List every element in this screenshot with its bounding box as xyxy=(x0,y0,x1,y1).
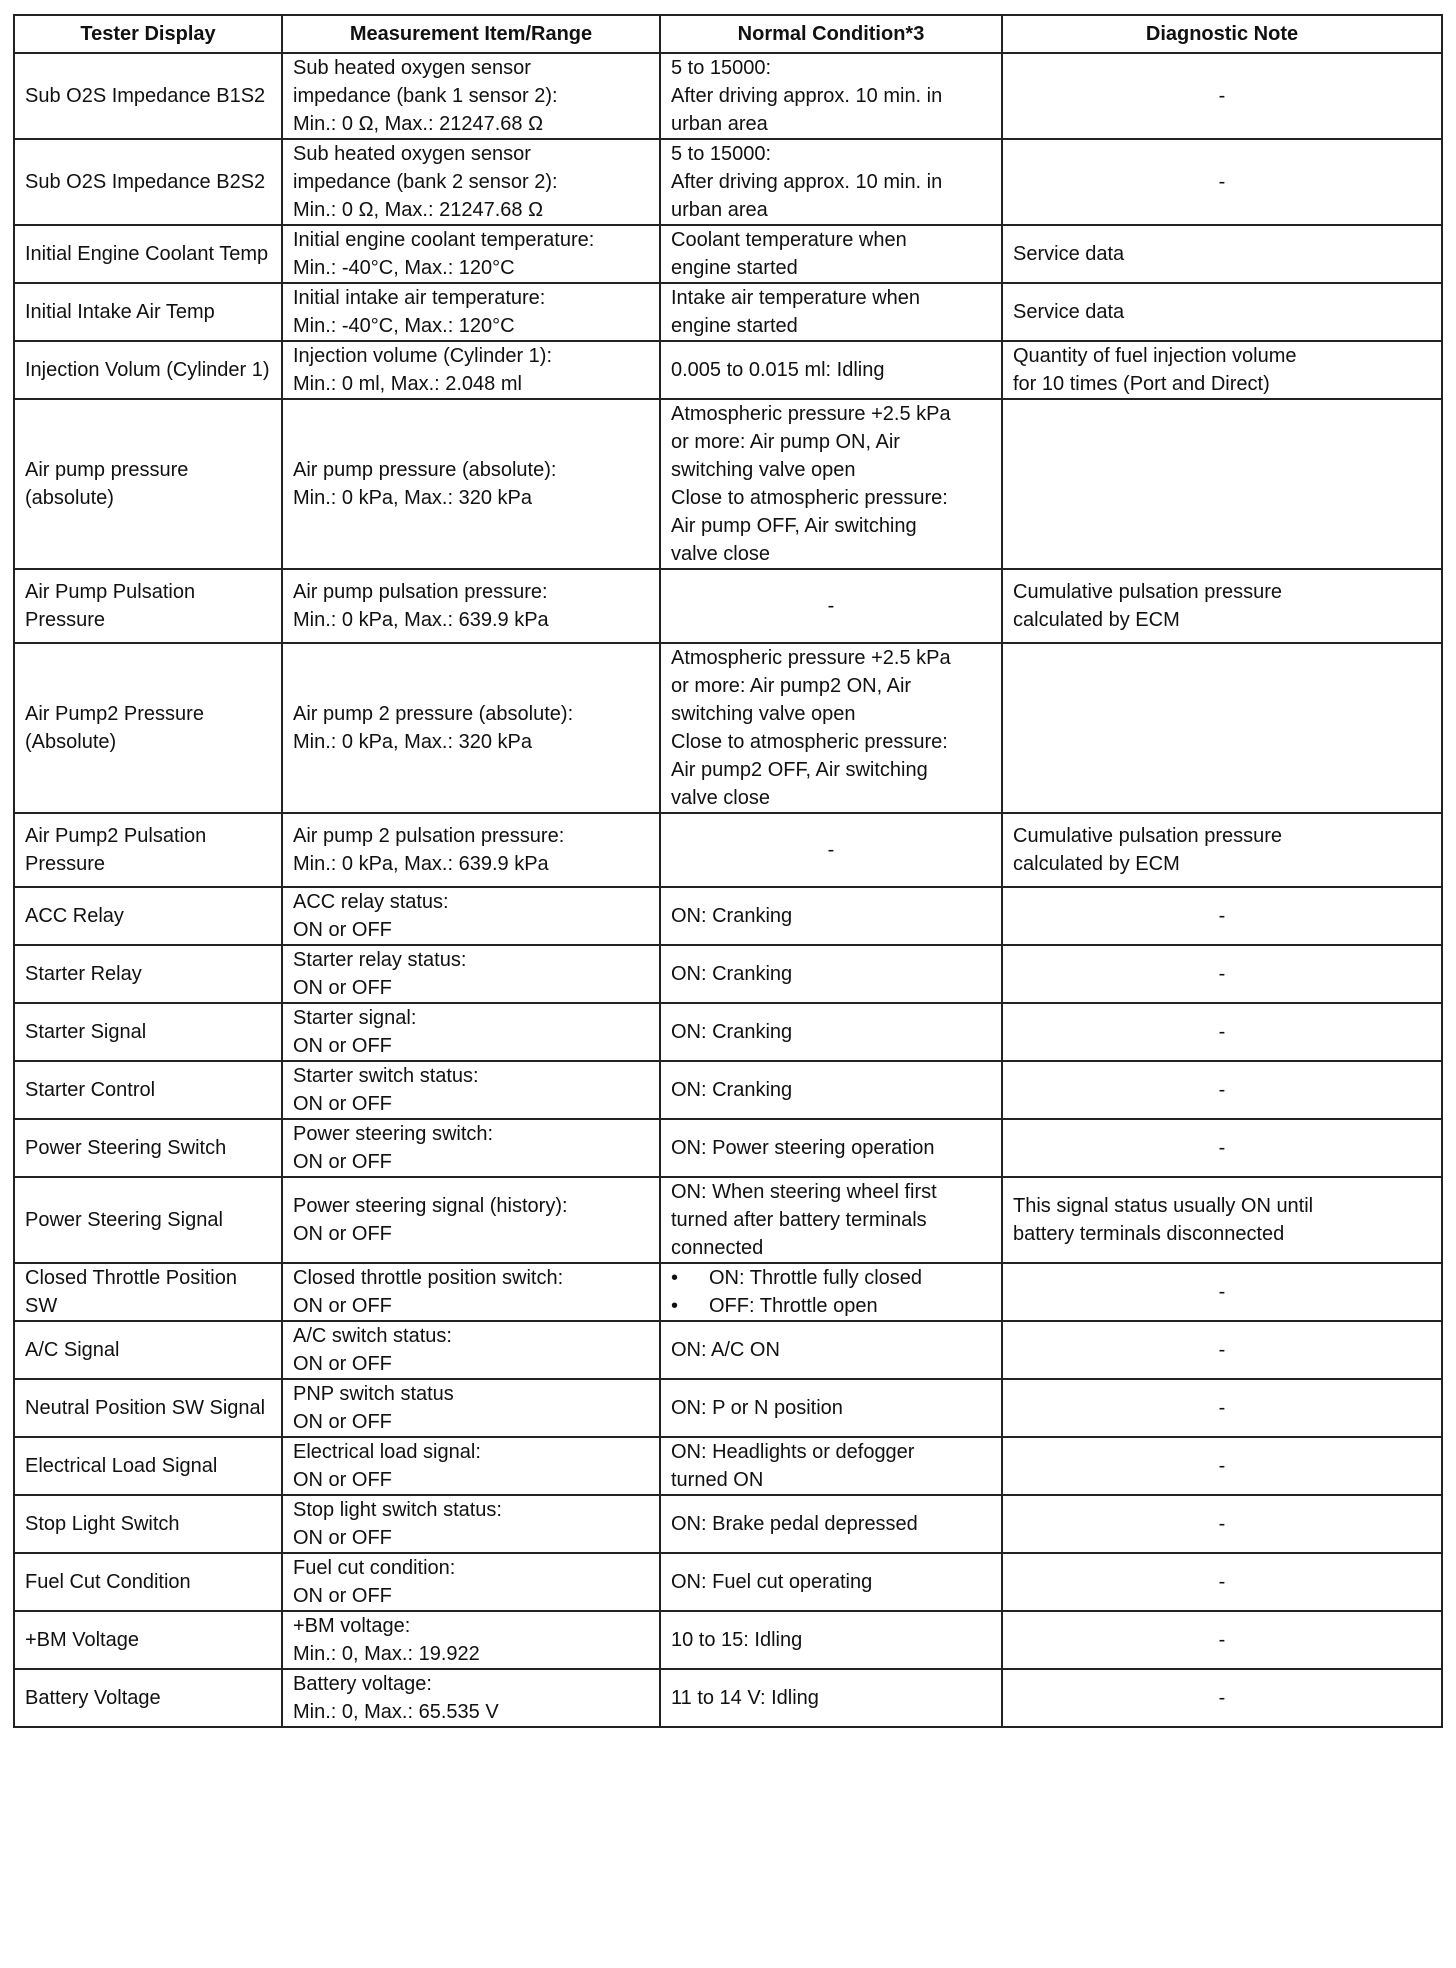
cell-line: ON or OFF xyxy=(293,1223,392,1245)
cell-line: Close to atmospheric pressure: xyxy=(671,731,948,753)
cell-line: turned after battery terminals xyxy=(671,1209,927,1231)
cell-line: ON: Cranking xyxy=(671,1079,793,1101)
header-diagnostic-note: Diagnostic Note xyxy=(1002,15,1442,53)
cell-line: ON or OFF xyxy=(293,1469,392,1491)
cell-line: engine started xyxy=(671,315,798,337)
cell-line: Min.: 0 kPa, Max.: 639.9 kPa xyxy=(293,853,549,875)
cell-line: Quantity of fuel injection volume xyxy=(1013,345,1297,367)
cell-line: Service data xyxy=(1013,243,1125,265)
cell-normal-condition xyxy=(660,341,1002,399)
cell-line: Air pump OFF, Air switching xyxy=(671,515,917,537)
cell-line: ON: Cranking xyxy=(671,1021,793,1043)
cell-line: ON or OFF xyxy=(293,1151,392,1173)
cell-normal-condition xyxy=(660,569,1002,643)
cell-measurement-item xyxy=(282,1437,660,1495)
cell-measurement-item xyxy=(282,1611,660,1669)
cell-line: - xyxy=(1218,1079,1226,1101)
cell-line: valve close xyxy=(671,787,770,809)
cell-normal-condition xyxy=(660,399,1002,569)
cell-line: ON or OFF xyxy=(293,1527,392,1549)
cell-line: connected xyxy=(671,1237,764,1259)
cell-line: ON: A/C ON xyxy=(671,1339,780,1361)
cell-diagnostic-note xyxy=(1002,1321,1442,1379)
table-row xyxy=(14,813,1442,887)
cell-line: ON: Power steering operation xyxy=(671,1137,935,1159)
cell-line: +BM voltage: xyxy=(293,1615,411,1637)
cell-measurement-item xyxy=(282,1061,660,1119)
cell-line: Min.: 0, Max.: 19.922 xyxy=(293,1643,480,1665)
cell-line: ON: Brake pedal depressed xyxy=(671,1513,918,1535)
cell-diagnostic-note xyxy=(1002,1003,1442,1061)
cell-normal-condition xyxy=(660,1669,1002,1727)
cell-line: 5 to 15000: xyxy=(671,143,772,165)
bullet-icon: • xyxy=(671,1295,679,1317)
cell-normal-condition xyxy=(660,1611,1002,1669)
cell-tester-display: Stop Light Switch xyxy=(14,1495,282,1553)
cell-diagnostic-note xyxy=(1002,1263,1442,1321)
cell-measurement-item xyxy=(282,1003,660,1061)
cell-line: valve close xyxy=(671,543,770,565)
cell-line: Stop light switch status: xyxy=(293,1499,502,1521)
cell-normal-condition xyxy=(660,813,1002,887)
cell-line: - xyxy=(1218,1281,1226,1303)
cell-line: Min.: -40°C, Max.: 120°C xyxy=(293,315,515,337)
cell-line: ON: Headlights or defogger xyxy=(671,1441,915,1463)
table-row xyxy=(14,569,1442,643)
cell-line: - xyxy=(1218,171,1226,193)
cell-measurement-item xyxy=(282,643,660,813)
cell-line: Electrical load signal: xyxy=(293,1441,481,1463)
cell-normal-condition xyxy=(660,1061,1002,1119)
cell-diagnostic-note xyxy=(1002,53,1442,139)
cell-line: urban area xyxy=(671,113,768,135)
cell-line: Min.: 0, Max.: 65.535 V xyxy=(293,1701,499,1723)
cell-line: Power steering switch: xyxy=(293,1123,494,1145)
cell-line: After driving approx. 10 min. in xyxy=(671,171,943,193)
cell-line: Service data xyxy=(1013,301,1125,323)
cell-line: impedance (bank 2 sensor 2): xyxy=(293,171,558,193)
cell-line: - xyxy=(1218,85,1226,107)
cell-line: Sub heated oxygen sensor xyxy=(293,57,531,79)
cell-tester-display: Air Pump Pulsation Pressure xyxy=(14,569,282,643)
cell-line: Atmospheric pressure +2.5 kPa xyxy=(671,403,951,425)
cell-diagnostic-note xyxy=(1002,139,1442,225)
cell-line: switching valve open xyxy=(671,459,856,481)
cell-measurement-item xyxy=(282,1119,660,1177)
cell-measurement-item xyxy=(282,1669,660,1727)
cell-measurement-item xyxy=(282,945,660,1003)
table-row xyxy=(14,1553,1442,1611)
cell-line: Min.: 0 Ω, Max.: 21247.68 Ω xyxy=(293,113,544,135)
cell-tester-display: Injection Volum (Cylinder 1) xyxy=(14,341,282,399)
cell-normal-condition xyxy=(660,1003,1002,1061)
cell-line: ON or OFF xyxy=(293,1295,392,1317)
cell-line: Battery voltage: xyxy=(293,1673,432,1695)
table-row xyxy=(14,1061,1442,1119)
cell-measurement-item xyxy=(282,139,660,225)
cell-line: turned ON xyxy=(671,1469,764,1491)
header-normal-condition: Normal Condition*3 xyxy=(660,15,1002,53)
cell-measurement-item xyxy=(282,1495,660,1553)
cell-line: Air pump 2 pressure (absolute): xyxy=(293,703,574,725)
cell-line: ON or OFF xyxy=(293,1585,392,1607)
cell-normal-condition xyxy=(660,1321,1002,1379)
cell-diagnostic-note xyxy=(1002,643,1442,813)
cell-line: or more: Air pump ON, Air xyxy=(671,431,900,453)
cell-measurement-item xyxy=(282,1379,660,1437)
cell-line: ON: Cranking xyxy=(671,963,793,985)
cell-line: or more: Air pump2 ON, Air xyxy=(671,675,912,697)
cell-diagnostic-note xyxy=(1002,1379,1442,1437)
table-row xyxy=(14,283,1442,341)
cell-normal-condition xyxy=(660,283,1002,341)
cell-line: - xyxy=(1218,963,1226,985)
table-row xyxy=(14,399,1442,569)
cell-line: Min.: 0 kPa, Max.: 639.9 kPa xyxy=(293,609,549,631)
cell-diagnostic-note xyxy=(1002,1495,1442,1553)
cell-measurement-item xyxy=(282,1553,660,1611)
bullet-text: ON: Throttle fully closed xyxy=(709,1267,923,1289)
cell-line: Min.: 0 ml, Max.: 2.048 ml xyxy=(293,373,522,395)
bullet-icon: • xyxy=(671,1267,679,1289)
cell-line: impedance (bank 1 sensor 2): xyxy=(293,85,558,107)
cell-measurement-item xyxy=(282,887,660,945)
cell-line: - xyxy=(827,839,835,861)
cell-line: 0.005 to 0.015 ml: Idling xyxy=(671,359,885,381)
cell-measurement-item xyxy=(282,813,660,887)
cell-diagnostic-note xyxy=(1002,813,1442,887)
cell-tester-display: Air Pump2 Pulsation Pressure xyxy=(14,813,282,887)
cell-line: calculated by ECM xyxy=(1013,609,1180,631)
cell-measurement-item xyxy=(282,1177,660,1263)
header-tester-display: Tester Display xyxy=(14,15,282,53)
cell-line: Air pump pressure (absolute): xyxy=(293,459,557,481)
header-row xyxy=(14,15,1442,53)
cell-diagnostic-note xyxy=(1002,1177,1442,1263)
table-row xyxy=(14,1321,1442,1379)
cell-tester-display: Starter Relay xyxy=(14,945,282,1003)
table-body xyxy=(14,53,1442,1727)
cell-diagnostic-note xyxy=(1002,225,1442,283)
cell-measurement-item xyxy=(282,569,660,643)
cell-line: - xyxy=(1218,1513,1226,1535)
cell-line: ON or OFF xyxy=(293,1411,392,1433)
cell-normal-condition xyxy=(660,139,1002,225)
table-row xyxy=(14,53,1442,139)
cell-diagnostic-note xyxy=(1002,569,1442,643)
table-row xyxy=(14,139,1442,225)
cell-measurement-item xyxy=(282,1321,660,1379)
cell-line: 5 to 15000: xyxy=(671,57,772,79)
table-row xyxy=(14,1177,1442,1263)
cell-tester-display: Battery Voltage xyxy=(14,1669,282,1727)
cell-tester-display: Power Steering Signal xyxy=(14,1177,282,1263)
cell-line: Min.: 0 kPa, Max.: 320 kPa xyxy=(293,731,532,753)
cell-measurement-item xyxy=(282,399,660,569)
cell-line: ON or OFF xyxy=(293,977,392,999)
cell-line: Cumulative pulsation pressure xyxy=(1013,825,1283,847)
cell-measurement-item xyxy=(282,1263,660,1321)
cell-tester-display: ACC Relay xyxy=(14,887,282,945)
cell-line: calculated by ECM xyxy=(1013,853,1180,875)
table-row xyxy=(14,1263,1442,1321)
cell-line: Air pump2 OFF, Air switching xyxy=(671,759,928,781)
table-row xyxy=(14,225,1442,283)
table-row xyxy=(14,341,1442,399)
cell-normal-condition xyxy=(660,1437,1002,1495)
cell-line: Cumulative pulsation pressure xyxy=(1013,581,1283,603)
cell-diagnostic-note xyxy=(1002,1119,1442,1177)
cell-measurement-item xyxy=(282,283,660,341)
cell-line: Close to atmospheric pressure: xyxy=(671,487,948,509)
cell-line: Initial intake air temperature: xyxy=(293,287,546,309)
cell-normal-condition xyxy=(660,1495,1002,1553)
cell-line: - xyxy=(1218,1021,1226,1043)
cell-normal-condition xyxy=(660,887,1002,945)
cell-tester-display: Air pump pressure (absolute) xyxy=(14,399,282,569)
cell-line: - xyxy=(827,595,835,617)
cell-normal-condition xyxy=(660,1553,1002,1611)
cell-tester-display: Air Pump2 Pressure (Absolute) xyxy=(14,643,282,813)
bullet-item xyxy=(671,1264,991,1292)
cell-diagnostic-note xyxy=(1002,341,1442,399)
cell-measurement-item xyxy=(282,225,660,283)
cell-line: - xyxy=(1218,1137,1226,1159)
bullet-item xyxy=(671,1292,991,1320)
cell-tester-display: Starter Control xyxy=(14,1061,282,1119)
cell-tester-display: Power Steering Switch xyxy=(14,1119,282,1177)
cell-line: Initial engine coolant temperature: xyxy=(293,229,595,251)
cell-tester-display: Initial Intake Air Temp xyxy=(14,283,282,341)
cell-line: ON: Cranking xyxy=(671,905,793,927)
cell-line: Starter signal: xyxy=(293,1007,417,1029)
cell-tester-display: Closed Throttle Position SW xyxy=(14,1263,282,1321)
cell-diagnostic-note xyxy=(1002,1553,1442,1611)
cell-diagnostic-note xyxy=(1002,283,1442,341)
cell-normal-condition xyxy=(660,1177,1002,1263)
cell-normal-condition xyxy=(660,1119,1002,1177)
cell-line: Atmospheric pressure +2.5 kPa xyxy=(671,647,951,669)
cell-line: Closed throttle position switch: xyxy=(293,1267,564,1289)
cell-line: ON: Fuel cut operating xyxy=(671,1571,873,1593)
table-row xyxy=(14,1611,1442,1669)
cell-normal-condition xyxy=(660,945,1002,1003)
cell-tester-display: Sub O2S Impedance B1S2 xyxy=(14,53,282,139)
cell-tester-display: Neutral Position SW Signal xyxy=(14,1379,282,1437)
cell-line: Sub heated oxygen sensor xyxy=(293,143,531,165)
cell-line: - xyxy=(1218,1339,1226,1361)
data-list-table xyxy=(13,14,1443,1728)
cell-line: - xyxy=(1218,1571,1226,1593)
table-row xyxy=(14,1495,1442,1553)
cell-tester-display: Initial Engine Coolant Temp xyxy=(14,225,282,283)
cell-line: Min.: -40°C, Max.: 120°C xyxy=(293,257,515,279)
cell-line: Coolant temperature when xyxy=(671,229,907,251)
cell-line: PNP switch status xyxy=(293,1383,454,1405)
table-row xyxy=(14,1379,1442,1437)
cell-normal-condition xyxy=(660,225,1002,283)
cell-line: Starter relay status: xyxy=(293,949,467,971)
cell-line: Min.: 0 Ω, Max.: 21247.68 Ω xyxy=(293,199,544,221)
table-row xyxy=(14,643,1442,813)
cell-measurement-item xyxy=(282,53,660,139)
cell-line: - xyxy=(1218,905,1226,927)
table-row xyxy=(14,1119,1442,1177)
cell-line: urban area xyxy=(671,199,768,221)
cell-line: Air pump pulsation pressure: xyxy=(293,581,548,603)
cell-line: battery terminals disconnected xyxy=(1013,1223,1285,1245)
cell-line: Power steering signal (history): xyxy=(293,1195,568,1217)
header-measurement-item: Measurement Item/Range xyxy=(282,15,660,53)
cell-tester-display: Fuel Cut Condition xyxy=(14,1553,282,1611)
cell-line: for 10 times (Port and Direct) xyxy=(1013,373,1270,395)
cell-line: 11 to 14 V: Idling xyxy=(671,1687,819,1709)
table-row xyxy=(14,945,1442,1003)
cell-normal-condition xyxy=(660,1379,1002,1437)
cell-normal-condition xyxy=(660,643,1002,813)
cell-diagnostic-note xyxy=(1002,1669,1442,1727)
cell-line: - xyxy=(1218,1455,1226,1477)
cell-line: ON or OFF xyxy=(293,1035,392,1057)
table-row xyxy=(14,1669,1442,1727)
bullet-text: OFF: Throttle open xyxy=(709,1295,878,1317)
cell-tester-display: A/C Signal xyxy=(14,1321,282,1379)
table-row xyxy=(14,1003,1442,1061)
cell-line: ON or OFF xyxy=(293,919,392,941)
cell-line: engine started xyxy=(671,257,798,279)
cell-line: ON: P or N position xyxy=(671,1397,843,1419)
cell-diagnostic-note xyxy=(1002,1061,1442,1119)
cell-line: ACC relay status: xyxy=(293,891,449,913)
cell-line: ON: When steering wheel first xyxy=(671,1181,937,1203)
cell-measurement-item xyxy=(282,341,660,399)
cell-line: ON or OFF xyxy=(293,1093,392,1115)
cell-diagnostic-note xyxy=(1002,945,1442,1003)
cell-tester-display: Sub O2S Impedance B2S2 xyxy=(14,139,282,225)
cell-line: This signal status usually ON until xyxy=(1013,1195,1314,1217)
cell-line: ON or OFF xyxy=(293,1353,392,1375)
cell-tester-display: Starter Signal xyxy=(14,1003,282,1061)
cell-diagnostic-note xyxy=(1002,1611,1442,1669)
cell-tester-display: +BM Voltage xyxy=(14,1611,282,1669)
cell-line: A/C switch status: xyxy=(293,1325,452,1347)
cell-normal-condition xyxy=(660,1263,1002,1321)
cell-line: switching valve open xyxy=(671,703,856,725)
cell-line: Min.: 0 kPa, Max.: 320 kPa xyxy=(293,487,532,509)
cell-tester-display: Electrical Load Signal xyxy=(14,1437,282,1495)
cell-line: - xyxy=(1218,1687,1226,1709)
cell-line: - xyxy=(1218,1629,1226,1651)
cell-diagnostic-note xyxy=(1002,887,1442,945)
cell-line: Fuel cut condition: xyxy=(293,1557,456,1579)
cell-line: - xyxy=(1218,1397,1226,1419)
cell-line: Intake air temperature when xyxy=(671,287,921,309)
table-row xyxy=(14,1437,1442,1495)
cell-line: Air pump 2 pulsation pressure: xyxy=(293,825,565,847)
cell-line: Starter switch status: xyxy=(293,1065,479,1087)
cell-line: After driving approx. 10 min. in xyxy=(671,85,943,107)
cell-line: Injection volume (Cylinder 1): xyxy=(293,345,552,367)
table-row xyxy=(14,887,1442,945)
cell-line: 10 to 15: Idling xyxy=(671,1629,803,1651)
cell-diagnostic-note xyxy=(1002,1437,1442,1495)
cell-diagnostic-note xyxy=(1002,399,1442,569)
cell-normal-condition xyxy=(660,53,1002,139)
